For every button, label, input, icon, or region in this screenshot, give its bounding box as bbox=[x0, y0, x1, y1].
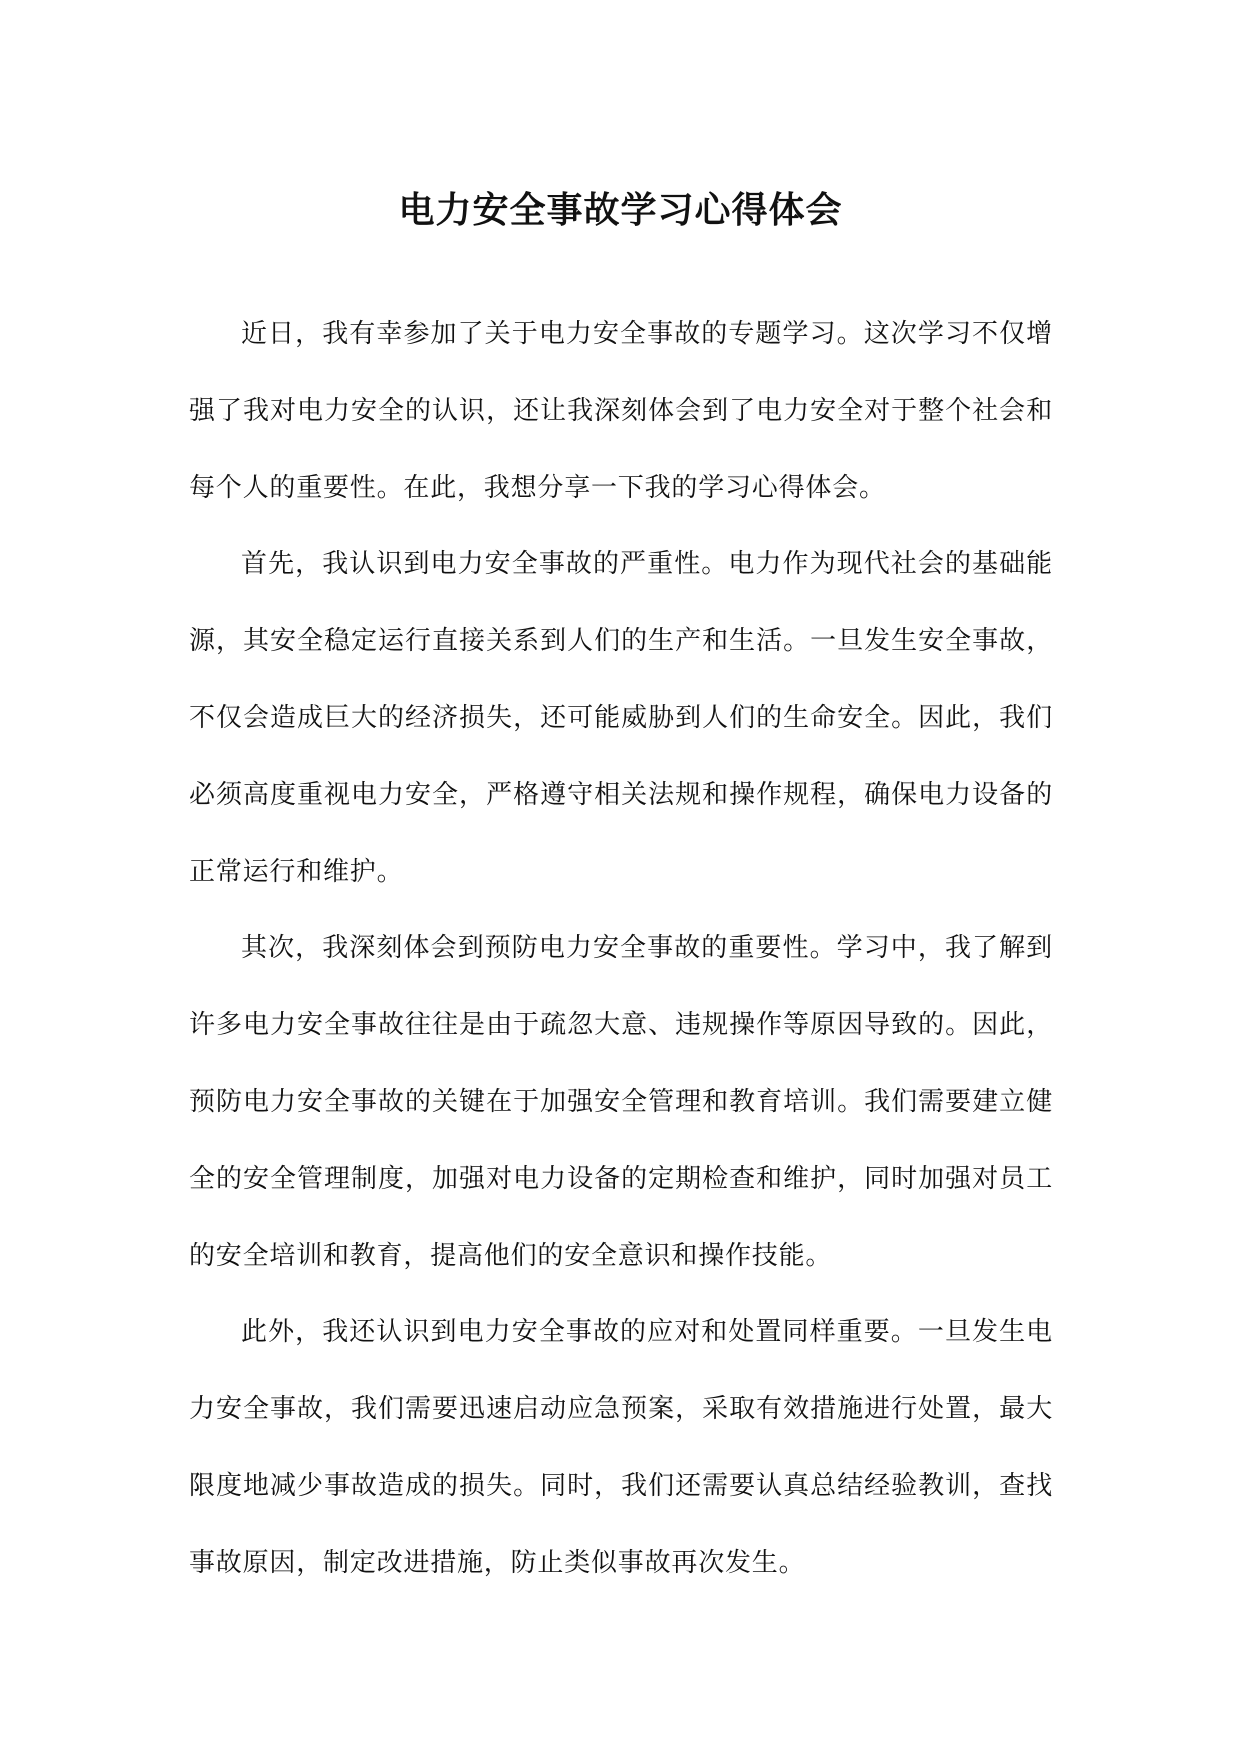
document-title: 电力安全事故学习心得体会 bbox=[398, 189, 843, 231]
paragraph-3: 其次，我深刻体会到预防电力安全事故的重要性。学习中，我了解到许多电力安全事故往往是由于疏忽大意、违规操作等原因导致的。因此，预防电力安全事故的关键在于加强安全管理和教育培训。我们需要建立健全的安全管理制度，加强对电力设备的定期检查和维护，同时加强对员工的安全培训和教育，提高他们的安全意识和操作技能。 bbox=[189, 933, 1053, 1271]
document-body bbox=[189, 296, 1053, 1602]
paragraph-2: 首先，我认识到电力安全事故的严重性。电力作为现代社会的基础能源，其安全稳定运行直接关系到人们的生产和生活。一旦发生安全事故，不仅会造成巨大的经济损失，还可能威胁到人们的生命安全。因此，我们必须高度重视电力安全，严格遵守相关法规和操作规程，确保电力设备的正常运行和维护。 bbox=[189, 549, 1053, 887]
paragraph-4: 此外，我还认识到电力安全事故的应对和处置同样重要。一旦发生电力安全事故，我们需要迅速启动应急预案，采取有效措施进行处置，最大限度地减少事故造成的损失。同时，我们还需要认真总结经验教训，查找事故原因，制定改进措施，防止类似事故再次发生。 bbox=[189, 1317, 1053, 1578]
paragraph-1: 近日，我有幸参加了关于电力安全事故的专题学习。这次学习不仅增强了我对电力安全的认识，还让我深刻体会到了电力安全对于整个社会和每个人的重要性。在此，我想分享一下我的学习心得体会。 bbox=[189, 319, 1053, 503]
